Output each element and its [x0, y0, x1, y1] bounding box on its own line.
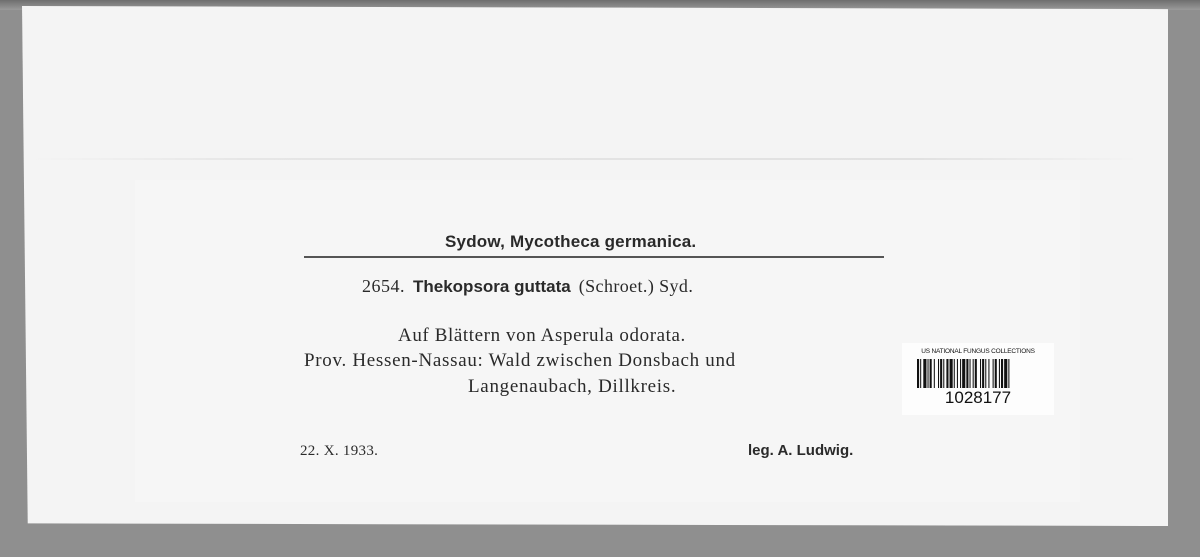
collection-date: 22. X. 1933. — [300, 443, 379, 459]
locality-line-2: Langenaubach, Dillkreis. — [468, 376, 677, 397]
host-line: Auf Blättern von Asperula odorata. — [398, 325, 686, 346]
taxon-author: (Schroet.) Syd. — [578, 276, 694, 296]
series-title: Sydow, Mycotheca germanica. — [445, 232, 697, 251]
taxon-line — [362, 276, 693, 297]
barcode-number: 1028177 — [944, 388, 1012, 407]
envelope-flap-fold — [28, 158, 1140, 160]
taxon-name: Thekopsora guttata — [413, 277, 571, 296]
barcode-institution: US NATIONAL FUNGUS COLLECTIONS — [921, 348, 1035, 355]
locality-line-1: Prov. Hessen-Nassau: Wald zwischen Donsbach und — [304, 350, 736, 371]
barcode-label — [902, 343, 1054, 415]
title-rule — [304, 256, 884, 258]
exsiccata-number: 2654. — [362, 276, 405, 296]
collector: leg. A. Ludwig. — [748, 442, 854, 459]
barcode-icon — [917, 359, 1045, 388]
